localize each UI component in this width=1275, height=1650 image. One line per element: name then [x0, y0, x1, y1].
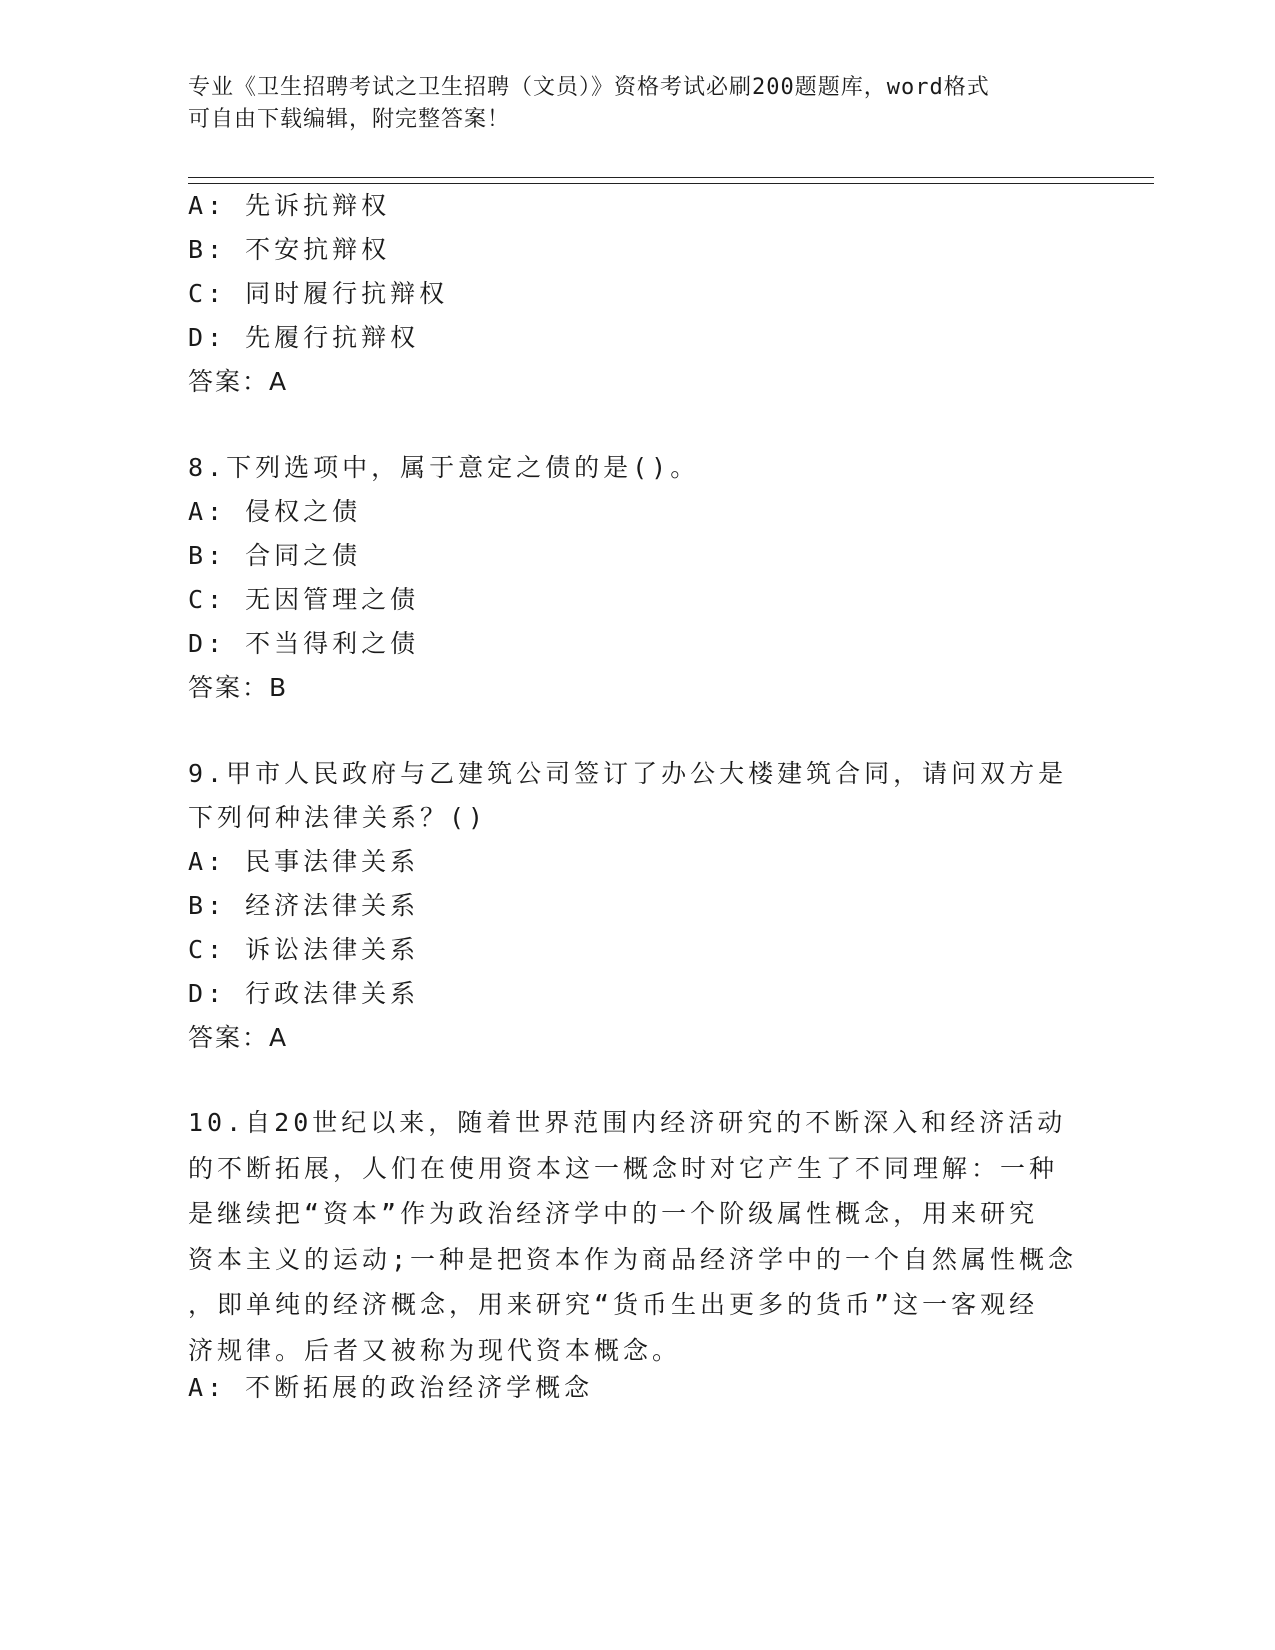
q7-option-a: A: 先诉抗辩权	[188, 191, 391, 220]
q8-stem: 8.下列选项中，属于意定之债的是()。	[188, 453, 700, 482]
q8-option-a: A: 侵权之债	[188, 497, 362, 526]
q7-answer: 答案：A	[188, 367, 289, 396]
q8-option-d: D: 不当得利之债	[188, 629, 420, 658]
q10-stem-line-3: 是继续把“资本”作为政治经济学中的一个阶级属性概念，用来研究	[188, 1199, 1039, 1228]
q10-stem-line-4: 资本主义的运动;一种是把资本作为商品经济学中的一个自然属性概念	[188, 1244, 1078, 1274]
q7-option-d: D: 先履行抗辩权	[188, 323, 420, 352]
q7-option-b: B: 不安抗辩权	[188, 235, 391, 264]
q9-option-a: A: 民事法律关系	[188, 847, 420, 876]
header-line-2: 可自由下载编辑，附完整答案！	[188, 107, 511, 132]
header-line-1: 专业《卫生招聘考试之卫生招聘（文员）》资格考试必刷200题题库，word格式	[188, 75, 990, 100]
q9-stem-line-2: 下列何种法律关系？()	[188, 803, 488, 832]
document-header	[188, 72, 1068, 136]
q8-option-b: B: 合同之债	[188, 541, 362, 570]
q9-stem-line-1: 9.甲市人民政府与乙建筑公司签订了办公大楼建筑合同，请问双方是	[188, 759, 1068, 788]
q9-option-b: B: 经济法律关系	[188, 891, 420, 920]
q8-answer: 答案：B	[188, 673, 289, 702]
q10-stem-line-5: ，即单纯的经济概念，用来研究“货币生出更多的货币”这一客观经	[188, 1290, 1039, 1319]
q9-option-d: D: 行政法律关系	[188, 979, 420, 1008]
q10-stem-line-6: 济规律。后者又被称为现代资本概念。	[188, 1335, 682, 1365]
q9-option-c: C: 诉讼法律关系	[188, 935, 420, 964]
q10-stem-line-2: 的不断拓展，人们在使用资本这一概念时对它产生了不同理解：一种	[188, 1153, 1059, 1183]
q10-stem-line-1: 10.自20世纪以来，随着世界范围内经济研究的不断深入和经济活动	[188, 1108, 1067, 1137]
q8-option-c: C: 无因管理之债	[188, 585, 420, 614]
header-rule-bottom	[188, 183, 1154, 184]
q7-option-c: C: 同时履行抗辩权	[188, 279, 449, 308]
q10-stem	[188, 1100, 1088, 1373]
header-rule-top	[188, 177, 1154, 178]
q10-option-a: A: 不断拓展的政治经济学概念	[188, 1373, 594, 1402]
q9-answer: 答案：A	[188, 1023, 289, 1052]
